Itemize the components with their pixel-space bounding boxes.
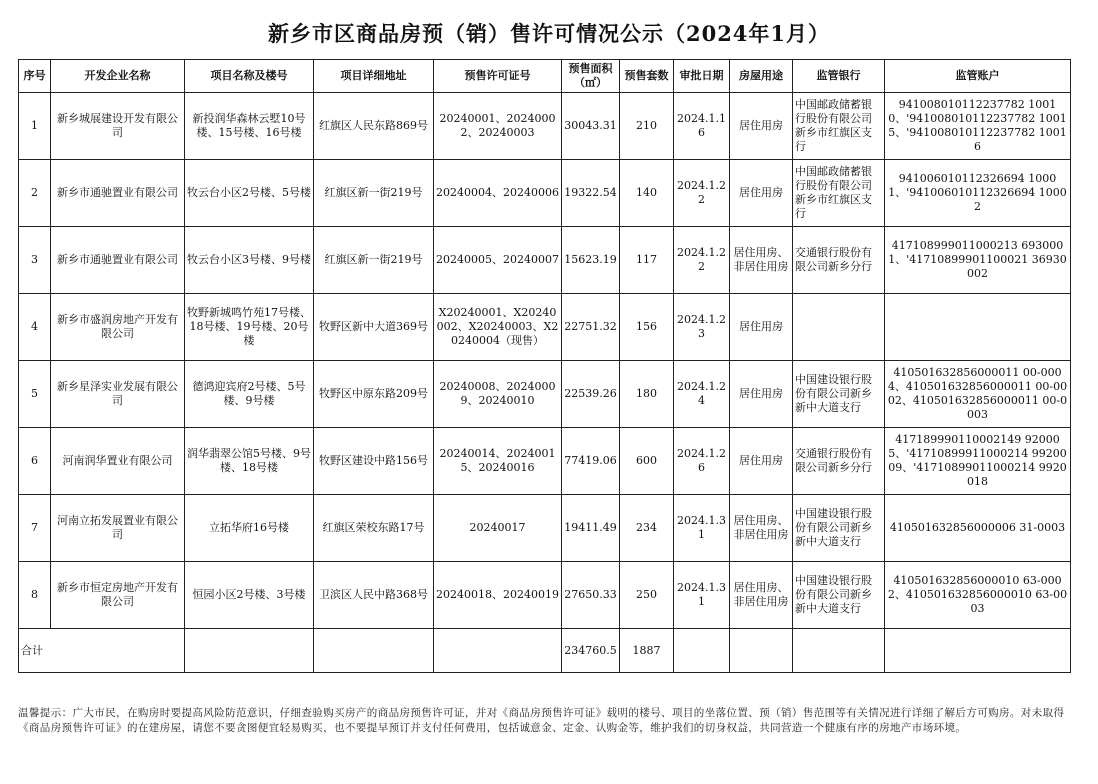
cell-empty [885,629,1071,673]
cell-bank: 中国建设银行股份有限公司新乡新中大道支行 [793,562,885,629]
cell-usage: 居住用房 [730,294,793,361]
table-row [19,93,1071,160]
cell-account: 417189990110002149 920005、'41710899911000214 9920009、'41710899011000214 9920018 [885,428,1071,495]
cell-units: 117 [620,227,674,294]
cell-project: 牧野新城鸣竹苑17号楼、18号楼、19号楼、20号楼 [185,294,314,361]
cell-permit: 20240001、20240002、20240003 [434,93,562,160]
cell-empty [730,629,793,673]
cell-no: 2 [19,160,51,227]
cell-no: 3 [19,227,51,294]
cell-date: 2024.1.16 [674,93,730,160]
cell-address: 牧野区建设中路156号 [314,428,434,495]
cell-account: 410501632856000006 31-0003 [885,495,1071,562]
cell-units: 210 [620,93,674,160]
cell-bank: 交通银行股份有限公司新乡分行 [793,428,885,495]
cell-account: 941008010112237782 10010、'941008010112237782 10015、'941008010112237782 10016 [885,93,1071,160]
col-header-bank: 监管银行 [793,60,885,93]
cell-developer: 新乡城展建设开发有限公司 [51,93,185,160]
col-header-project: 项目名称及楼号 [185,60,314,93]
cell-developer: 新乡市通驰置业有限公司 [51,160,185,227]
cell-usage: 居住用房 [730,160,793,227]
cell-no: 5 [19,361,51,428]
cell-permit: 20240017 [434,495,562,562]
cell-project: 立拓华府16号楼 [185,495,314,562]
cell-empty [434,629,562,673]
cell-date: 2024.1.24 [674,361,730,428]
cell-developer: 新乡市通驰置业有限公司 [51,227,185,294]
col-header-address: 项目详细地址 [314,60,434,93]
cell-no: 1 [19,93,51,160]
cell-project: 润华翡翠公馆5号楼、9号楼、18号楼 [185,428,314,495]
col-header-account: 监管账户 [885,60,1071,93]
cell-bank: 交通银行股份有限公司新乡分行 [793,227,885,294]
cell-address: 卫滨区人民中路368号 [314,562,434,629]
cell-area: 15623.19 [562,227,620,294]
cell-developer: 新乡星泽实业发展有限公司 [51,361,185,428]
cell-empty [793,629,885,673]
cell-bank: 中国建设银行股份有限公司新乡新中大道支行 [793,495,885,562]
cell-project: 恒园小区2号楼、3号楼 [185,562,314,629]
cell-account: 410501632856000010 63-0002、410501632856000010 63-0003 [885,562,1071,629]
cell-usage: 居住用房 [730,428,793,495]
page-title: 新乡市区商品房预（销）售许可情况公示（2024年1月） [267,21,831,46]
cell-address: 红旗区新一街219号 [314,227,434,294]
cell-developer: 新乡市盛润房地产开发有限公司 [51,294,185,361]
cell-no: 7 [19,495,51,562]
total-units: 1887 [620,629,674,673]
cell-no: 4 [19,294,51,361]
cell-bank [793,294,885,361]
cell-units: 600 [620,428,674,495]
cell-address: 牧野区新中大道369号 [314,294,434,361]
col-header-no: 序号 [19,60,51,93]
col-header-usage: 房屋用途 [730,60,793,93]
cell-units: 180 [620,361,674,428]
cell-account: 941006010112326694 10001、'941006010112326694 10002 [885,160,1071,227]
cell-developer: 新乡市恒定房地产开发有限公司 [51,562,185,629]
table-row [19,428,1071,495]
cell-area: 22539.26 [562,361,620,428]
permit-table [18,59,1071,673]
table-row [19,361,1071,428]
cell-usage: 居住用房、非居住用房 [730,495,793,562]
total-area: 234760.5 [562,629,620,673]
table-row [19,227,1071,294]
cell-project: 牧云台小区2号楼、5号楼 [185,160,314,227]
cell-date: 2024.1.23 [674,294,730,361]
cell-address: 红旗区荣校东路17号 [314,495,434,562]
cell-date: 2024.1.31 [674,495,730,562]
cell-permit: 20240014、20240015、20240016 [434,428,562,495]
total-label: 合计 [19,629,185,673]
cell-usage: 居住用房 [730,93,793,160]
cell-no: 8 [19,562,51,629]
cell-empty [185,629,314,673]
cell-no: 6 [19,428,51,495]
cell-empty [674,629,730,673]
cell-account: 417108999011000213 6930001、'41710899901100021 36930002 [885,227,1071,294]
cell-permit: 20240005、20240007 [434,227,562,294]
cell-units: 140 [620,160,674,227]
cell-address: 牧野区中原东路209号 [314,361,434,428]
table-row [19,160,1071,227]
cell-area: 19411.49 [562,495,620,562]
cell-address: 红旗区新一街219号 [314,160,434,227]
cell-usage: 居住用房、非居住用房 [730,562,793,629]
cell-bank: 中国建设银行股份有限公司新乡新中大道支行 [793,361,885,428]
cell-address: 红旗区人民东路869号 [314,93,434,160]
table-row [19,294,1071,361]
col-header-units: 预售套数 [620,60,674,93]
col-header-date: 审批日期 [674,60,730,93]
cell-area: 27650.33 [562,562,620,629]
cell-date: 2024.1.31 [674,562,730,629]
cell-area: 30043.31 [562,93,620,160]
cell-area: 77419.06 [562,428,620,495]
cell-area: 19322.54 [562,160,620,227]
cell-permit: X20240001、X20240002、X20240003、X20240004（现售） [434,294,562,361]
cell-units: 250 [620,562,674,629]
table-header-row [19,60,1071,93]
cell-usage: 居住用房、非居住用房 [730,227,793,294]
cell-developer: 河南立拓发展置业有限公司 [51,495,185,562]
cell-permit: 20240004、20240006 [434,160,562,227]
cell-project: 牧云台小区3号楼、9号楼 [185,227,314,294]
col-header-area: 预售面积（㎡） [562,60,620,93]
total-row [19,629,1071,673]
cell-area: 22751.32 [562,294,620,361]
table-row [19,495,1071,562]
col-header-permit: 预售许可证号 [434,60,562,93]
table-row [19,562,1071,629]
cell-empty [314,629,434,673]
cell-units: 156 [620,294,674,361]
cell-bank: 中国邮政储蓄银行股份有限公司新乡市红旗区支行 [793,93,885,160]
cell-project: 新投润华森林云墅10号楼、15号楼、16号楼 [185,93,314,160]
cell-usage: 居住用房 [730,361,793,428]
warm-notice: 温馨提示：广大市民，在购房时要提高风险防范意识，仔细查验购买房产的商品房预售许可证，并对《商品房预售许可证》载明的楼号、项目的坐落位置、预（销）售范围等有关情况进行详细了解后方可购房。对未取得《商品房预售许可证》的在建房屋，请您不要贪图便宜轻易购买，也不要提早预订并支付任何费用，包括诚意金、定金、认购金等，维护我们的切身权益，共同营造一个健康有序的房地产市场环境。 [18,707,1065,734]
col-header-developer: 开发企业名称 [51,60,185,93]
cell-date: 2024.1.22 [674,227,730,294]
cell-bank: 中国邮政储蓄银行股份有限公司新乡市红旗区支行 [793,160,885,227]
cell-account: 410501632856000011 00-0004、410501632856000011 00-0002、410501632856000011 00-0003 [885,361,1071,428]
cell-account [885,294,1071,361]
cell-developer: 河南润华置业有限公司 [51,428,185,495]
cell-project: 德鸿迎宾府2号楼、5号楼、9号楼 [185,361,314,428]
cell-permit: 20240018、20240019 [434,562,562,629]
cell-units: 234 [620,495,674,562]
cell-permit: 20240008、20240009、20240010 [434,361,562,428]
cell-date: 2024.1.22 [674,160,730,227]
cell-date: 2024.1.26 [674,428,730,495]
